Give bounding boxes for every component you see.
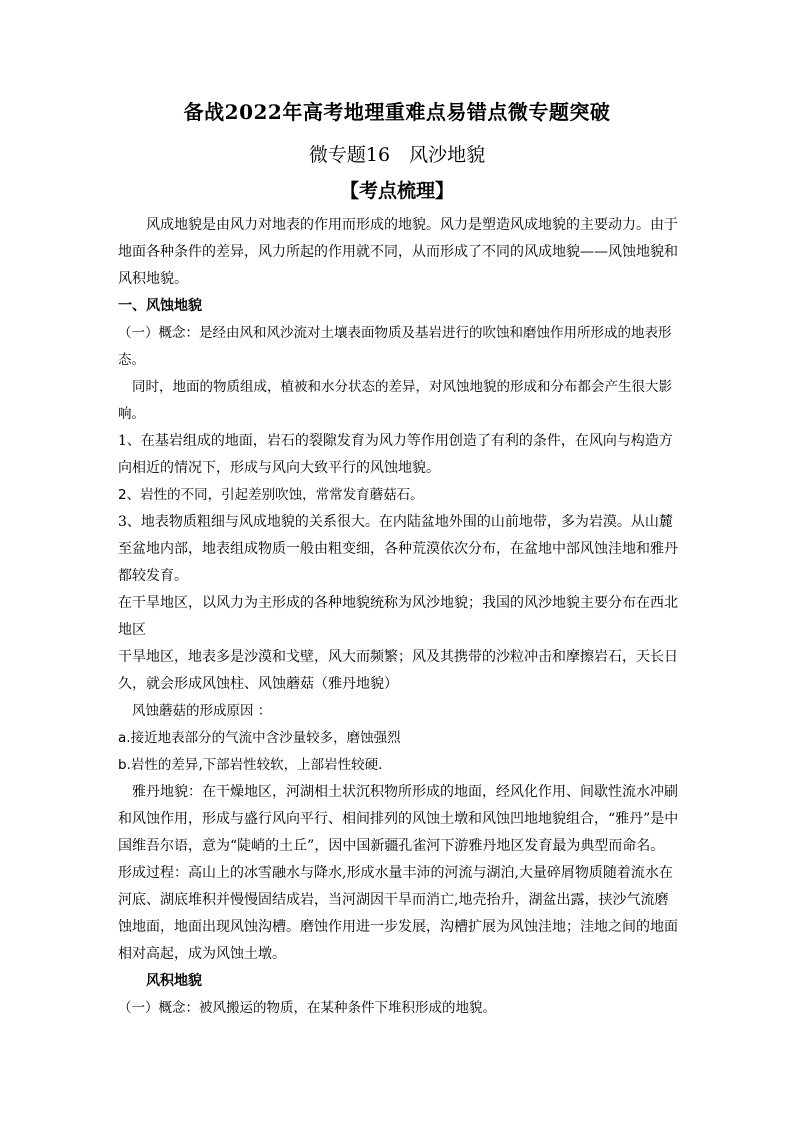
paragraph-yardang: 雅丹地貌：在干燥地区，河湖相土状沉积物所形成的地面，经风化作用、间歇性流水冲刷和风蚀作用，形成与盛行风向平行、相间排列的风蚀土墩和风蚀凹地地貌组合，“雅丹”是中国维吾尔语，意为“陡峭的土丘”，因中国新疆孔雀河下游雅丹地区发育最为典型而命名。 xyxy=(118,784,679,854)
paragraph-concept-erosion: （一）概念：是经由风和风沙流对土壤表面物质及基岩进行的吹蚀和磨蚀作用所形成的地表形态。 xyxy=(118,325,672,368)
paragraph-arid-landforms: 干旱地区，地表多是沙漠和戈壁，风大而频繁；风及其携带的沙粒冲击和摩擦岩石，天长日久，就会形成风蚀柱、风蚀蘑菇（雅丹地貌） xyxy=(118,649,678,692)
cause-a: a.接近地表部分的气流中含沙量较多，磨蚀强烈 xyxy=(118,730,401,746)
document-body xyxy=(118,212,680,1022)
paragraph-formation-process: 形成过程：高山上的冰雪融水与降水,形成水量丰沛的河流与湖泊,大量碎屑物质随着流水在河底、湖底堆积并慢慢固结成岩，当河湖因干旱而消亡,地壳抬升，湖盆出露，挟沙气流磨蚀地面，地面出现风蚀沟槽。磨蚀作用进一步发展，沟槽扩展为风蚀洼地；洼地之间的地面相对高起，成为风蚀土墩。 xyxy=(118,865,678,962)
paragraph-concept-deposition: （一）概念：被风搬运的物质，在某种条件下堆积形成的地貌。 xyxy=(118,1000,496,1016)
list-item-1: 1、在基岩组成的地面，岩石的裂隙发育为风力等作用创造了有利的条件，在风向与构造方向相近的情况下，形成与风向大致平行的风蚀地貌。 xyxy=(118,433,673,476)
document-subtitle: 微专题16 风沙地貌 xyxy=(308,144,486,166)
heading-wind-deposition: 风积地貌 xyxy=(146,973,202,989)
paragraph-mushroom-cause: 风蚀蘑菇的形成原因 ： xyxy=(132,703,272,719)
paragraph-arid-region: 在干旱地区，以风力为主形成的各种地貌统称为风沙地貌；我国的风沙地貌主要分布在西北地区 xyxy=(118,595,678,638)
list-item-2: 2、岩性的不同，引起差别吹蚀，常常发育蘑菇石。 xyxy=(118,487,424,503)
document-title: 备战2022年高考地理重难点易错点微专题突破 xyxy=(183,100,611,124)
cause-b: b.岩性的差异,下部岩性较软，上部岩性较硬. xyxy=(118,757,383,773)
list-item-3: 3、地表物质粗细与风成地貌的关系很大。在内陆盆地外围的山前地带，多为岩漠。从山麓至盆地内部，地表组成物质一般由粗变细，各种荒漠依次分布，在盆地中部风蚀洼地和雅丹都较发育。 xyxy=(118,514,678,584)
section-banner: 【考点梳理】 xyxy=(339,180,454,202)
paragraph-meanwhile: 同时，地面的物质组成，植被和水分状态的差异，对风蚀地貌的形成和分布都会产生很大影响。 xyxy=(118,379,672,422)
paragraph-intro: 风成地貌是由风力对地表的作用而形成的地貌。风力是塑造风成地貌的主要动力。由于地面各种条件的差异，风力所起的作用就不同，从而形成了不同的风成地貌——风蚀地貌和风积地貌。 xyxy=(118,217,678,287)
heading-wind-erosion: 一、风蚀地貌 xyxy=(118,298,202,314)
